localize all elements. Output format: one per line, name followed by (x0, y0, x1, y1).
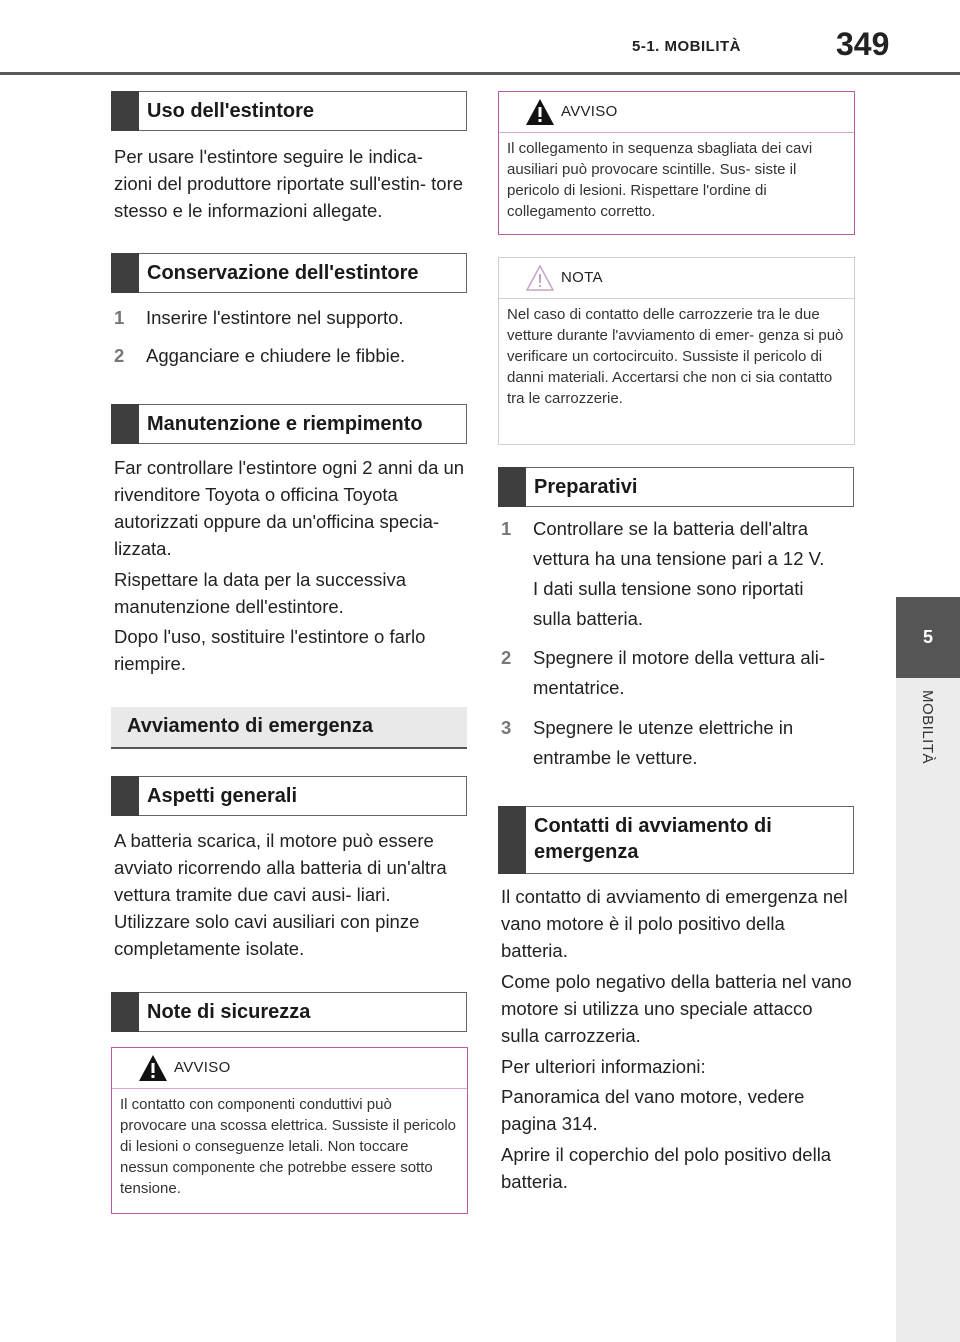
step-text: I dati sulla tensione sono riportati (533, 578, 804, 599)
step-text: sulla batteria. (533, 608, 644, 629)
caution-triangle-icon (525, 264, 555, 292)
warning-text: Il contatto con componenti conduttivi può provocare una scossa elettrica. Sussiste il pericolo di lesioni o conseguenze letali. Non toccare nessun componente che potrebbe essere sotto tensione. (120, 1096, 456, 1197)
heading-text: Conservazione dell'estintore (147, 262, 419, 284)
warning-header (499, 92, 854, 133)
heading-bar (111, 992, 139, 1032)
step-text: Controllare se la batteria dell'altra (533, 518, 809, 539)
step-item (114, 303, 466, 333)
chapter-label: MOBILITÀ (919, 690, 936, 765)
heading-text: Contatti di avviamento di emergenza (534, 815, 772, 863)
warning-text: Il collegamento in sequenza sbagliata dei cavi ausiliari può provocare scintille. Sus- siste il pericolo di lesioni. Rispettare l'ordine di collegamento corretto. (507, 140, 813, 220)
warning-triangle-icon (138, 1054, 168, 1082)
paragraph-manutenzione: Far controllare l'estintore ogni 2 anni da un rivenditore Toyota o officina Toyota autorizzati oppure da un'officina specia- lizzata. (114, 457, 465, 559)
chapter-heading-avviamento (111, 707, 467, 749)
section-heading-preparativi (498, 467, 854, 507)
heading-text: Note di sicurezza (147, 1001, 311, 1023)
step-text: vettura ha una tensione pari a 12 V. (533, 548, 825, 569)
heading-bar (111, 776, 139, 816)
step-number: 3 (501, 717, 512, 738)
chapter-tab: 5 (896, 597, 960, 678)
running-title: 5-1. MOBILITÀ (632, 38, 742, 55)
paragraph-aspetti: A batteria scarica, il motore può essere avviato ricorrendo alla batteria di un'altra vettura tramite due cavi ausi- liari. Utilizzare solo cavi ausiliari con pinze completamente isolate. (114, 830, 447, 959)
heading-text: Uso dell'estintore (147, 100, 315, 122)
section-heading-contatti (498, 806, 854, 874)
heading-bar (111, 91, 139, 131)
heading-bar (111, 253, 139, 293)
section-heading-aspetti (111, 776, 467, 816)
paragraph-scadenza: Rispettare la data per la successiva manutenzione dell'estintore. (114, 569, 407, 617)
heading-text: Preparativi (534, 476, 638, 498)
paragraph-panoramica: Panoramica del vano motore, vedere pagina 314. (501, 1086, 805, 1134)
step-item (501, 643, 853, 703)
warning-title: AVVISO (561, 103, 618, 120)
heading-bar (111, 404, 139, 444)
paragraph-coperchio: Aprire il coperchio del polo positivo della batteria. (501, 1144, 832, 1192)
note-title: NOTA (561, 269, 603, 286)
note-text: Nel caso di contatto delle carrozzerie tra le due vetture durante l'avviamento di emer- genza si può verificare un cortocircuito. Sussiste il pericolo di danni materiali. Accertarsi che non ci sia contatto tra le carrozzerie. (507, 306, 844, 407)
paragraph-polo-negativo: Come polo negativo della batteria nel vano motore si utilizza uno speciale attacco sulla carrozzeria. (501, 971, 852, 1046)
step-text: entrambe le vetture. (533, 747, 698, 768)
heading-bar (498, 806, 526, 874)
paragraph-uso: Per usare l'estintore seguire le indica- zioni del produttore riportate sull'estin- tore stesso e le informazioni allegate. (114, 146, 464, 221)
paragraph-dopo-uso: Dopo l'uso, sostituire l'estintore o farlo riempire. (114, 626, 426, 674)
step-item (501, 514, 853, 638)
step-text: Inserire l'estintore nel supporto. (146, 307, 404, 328)
heading-bar (498, 467, 526, 507)
warning-box (111, 1047, 468, 1214)
step-text: Agganciare e chiudere le fibbie. (146, 345, 406, 366)
paragraph-ulteriori: Per ulteriori informazioni: (501, 1056, 706, 1077)
header-rule (0, 72, 960, 75)
paragraph-contatto: Il contatto di avviamento di emergenza nel vano motore è il polo positivo della batteria. (501, 886, 848, 961)
warning-box (498, 91, 855, 235)
warning-triangle-icon (525, 98, 555, 126)
heading-text: Aspetti generali (147, 785, 298, 807)
step-number: 2 (501, 647, 512, 668)
warning-title: AVVISO (174, 1059, 231, 1076)
section-heading-uso (111, 91, 467, 131)
step-item (114, 341, 466, 371)
note-box (498, 257, 855, 445)
step-text: Spegnere le utenze elettriche in (533, 717, 794, 738)
heading-text: Manutenzione e riempimento (147, 413, 423, 435)
warning-header (112, 1048, 467, 1089)
step-number: 2 (114, 345, 125, 366)
step-item (501, 713, 853, 773)
section-heading-conservazione (111, 253, 467, 293)
step-number: 1 (501, 518, 512, 539)
step-text: Spegnere il motore della vettura ali- (533, 647, 826, 668)
section-heading-sicurezza (111, 992, 467, 1032)
step-text: mentatrice. (533, 677, 625, 698)
heading-text: Avviamento di emergenza (127, 715, 374, 737)
step-number: 1 (114, 307, 125, 328)
page-number: 349 (836, 26, 890, 62)
note-header (499, 258, 854, 299)
section-heading-manutenzione (111, 404, 467, 444)
